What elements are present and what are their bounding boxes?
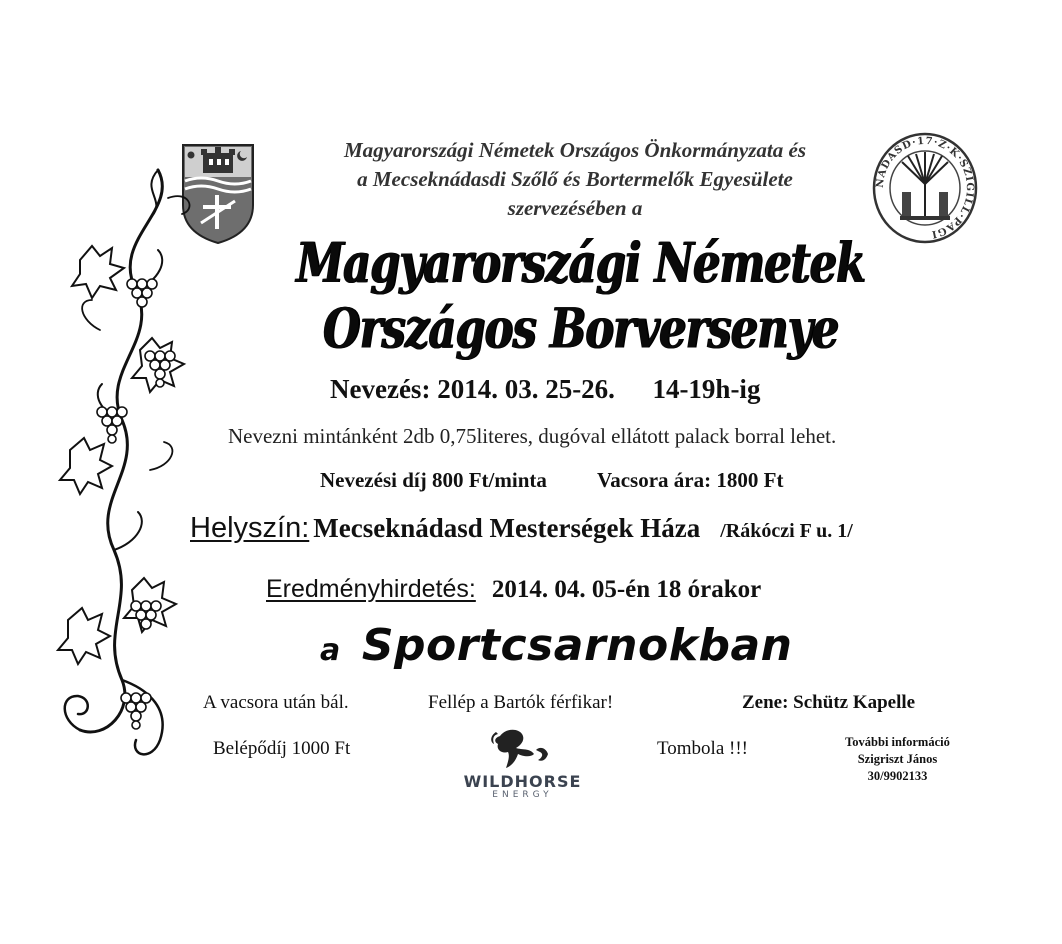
results-value: 2014. 04. 05-én 18 órakor xyxy=(491,576,762,603)
venue-value: Mecseknádasd Mesterségek Háza xyxy=(313,513,701,543)
entry-label: Nevezés: xyxy=(330,374,431,404)
entry-dates xyxy=(330,374,760,405)
ticket-price: Belépődíj 1000 Ft xyxy=(213,738,351,759)
results-line xyxy=(266,575,761,604)
contact-info xyxy=(820,734,975,785)
event-title-line-1: Magyarországi Németek xyxy=(295,230,865,295)
organizer-header xyxy=(270,136,880,223)
entry-date: 2014. 03. 25-26. xyxy=(437,374,615,404)
contact-title: További információ xyxy=(845,735,950,749)
dinner-price: Vacsora ára: 1800 Ft xyxy=(597,468,784,492)
contact-phone: 30/9902133 xyxy=(867,769,928,783)
venue-label: Helyszín: xyxy=(190,512,310,544)
header-line-2: a Mecseknádasdi Szőlő és Bortermelők Egyesülete xyxy=(357,167,793,191)
place-article: a xyxy=(320,633,341,668)
venue-line xyxy=(190,512,853,545)
dinner-ball-note: A vacsora után bál. xyxy=(203,692,349,713)
sponsor-logo xyxy=(460,726,585,798)
raffle-note: Tombola !!! xyxy=(657,738,749,759)
sponsor-name: WILDHORSE xyxy=(463,772,582,791)
header-line-3: szervezésében a xyxy=(507,196,643,220)
entry-time: 14-19h-ig xyxy=(652,374,761,404)
grapevine-ornament xyxy=(40,150,210,780)
choir-note: Fellép a Bartók férfikar! xyxy=(428,692,614,713)
entry-info: Nevezni mintánként 2db 0,75literes, dugóval ellátott palack borral lehet. xyxy=(228,424,837,448)
sponsor-subtitle: ENERGY xyxy=(492,790,553,800)
horse-logo-icon xyxy=(460,726,585,772)
results-place xyxy=(320,620,792,671)
village-seal-icon xyxy=(872,132,978,244)
event-title-line-2: Országos Borversenye xyxy=(322,296,838,361)
entry-fee: Nevezési díj 800 Ft/minta xyxy=(320,468,547,492)
music-note: Zene: Schütz Kapelle xyxy=(742,692,916,713)
contact-name: Szigriszt János xyxy=(857,752,938,766)
fees-line xyxy=(320,468,783,493)
place-name: Sportcsarnokban xyxy=(361,620,793,671)
venue-address: /Rákóczi F u. 1/ xyxy=(720,520,853,542)
header-line-1: Magyarországi Németek Országos Önkormányzata és xyxy=(343,138,807,162)
seal-lettering: NADASD·17·Z·K·SZIGILL·PAGI xyxy=(874,135,976,240)
results-label: Eredményhirdetés: xyxy=(266,575,476,603)
